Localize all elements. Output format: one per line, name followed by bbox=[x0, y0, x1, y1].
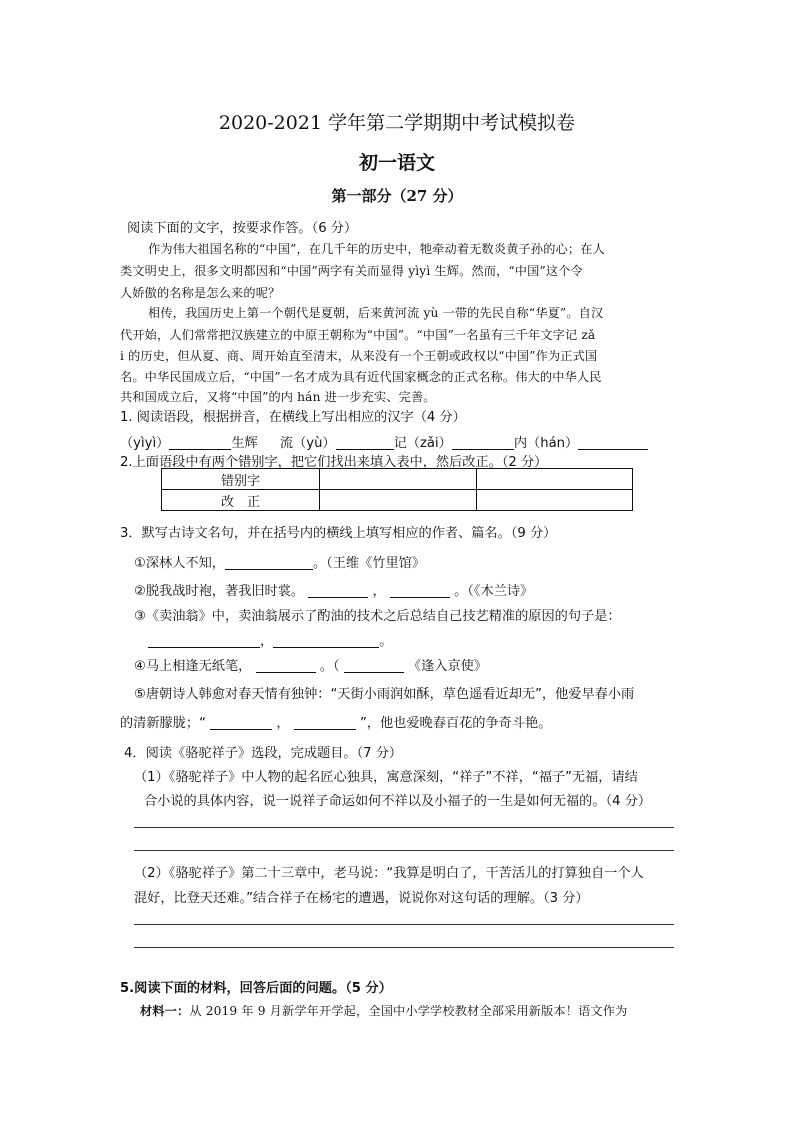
answer-blank[interactable] bbox=[390, 583, 450, 598]
pinyin-han: 内（hán） bbox=[513, 436, 579, 451]
subject-title: 初一语文 bbox=[358, 152, 435, 174]
poem-source: 。（王维《竹里馆》 bbox=[312, 556, 426, 571]
poem-item-5-cont bbox=[120, 712, 551, 731]
passage-line: 人娇傲的名称是怎么来的呢？ bbox=[120, 286, 281, 300]
question-2-stem: 2.上面语段中有两个错别字，把它们找出来填入表中，然后改正。（2 分） bbox=[120, 455, 548, 470]
error-char-table bbox=[161, 468, 633, 511]
question-3-stem: 3．默写古诗文名句，并在括号内的横线上填写相应的作者、篇名。（9 分） bbox=[120, 526, 557, 541]
answer-blank[interactable] bbox=[169, 435, 231, 450]
material-1-label: 材料一： bbox=[140, 1004, 190, 1018]
question-5-stem: 5.阅读下面的材料，回答后面的问题。（5 分） bbox=[120, 981, 392, 996]
pinyin-yiyi: （yìyì） bbox=[120, 436, 170, 451]
answer-blank[interactable] bbox=[294, 715, 356, 730]
question-1-items bbox=[120, 432, 648, 451]
passage-line: 作为伟大祖国名称的“中国”，在几千年的历史中，牠牵动着无数炎黄子孙的心；在人 bbox=[148, 242, 605, 256]
passage-line: 名。中华民国成立后，“中国”一名才成为具有近代国家概念的正式名称。伟大的中华人民 bbox=[120, 370, 602, 384]
poem-text: ③《卖油翁》中，卖油翁展示了酌油的技术之后总结自己技艺精准的原因的句子是： bbox=[134, 609, 621, 624]
poem-item-5 bbox=[134, 683, 634, 702]
poem-text: ”，他也爱晚春百花的争奇斗艳。 bbox=[359, 716, 552, 731]
poem-punct: 。（ bbox=[319, 659, 340, 674]
answer-blank[interactable] bbox=[225, 555, 313, 570]
answer-line[interactable] bbox=[134, 827, 674, 828]
poem-punct: ， bbox=[276, 716, 290, 731]
passage-line: 相传，我国历史上第一个朝代是夏朝，后来黄河流 yù 一带的先民自称“华夏”。自汉 bbox=[148, 306, 604, 320]
poem-punct: 。 bbox=[379, 634, 393, 649]
table-cell[interactable] bbox=[476, 490, 633, 511]
answer-blank[interactable] bbox=[308, 583, 368, 598]
answer-line[interactable] bbox=[134, 924, 674, 925]
table-cell[interactable] bbox=[320, 490, 477, 511]
question-4-2-line1: （2）《骆驼祥子》第二十三章中，老马说：“我算是明白了，干苦活儿的打算独自一个人 bbox=[134, 866, 644, 881]
poem-item-4 bbox=[134, 655, 487, 674]
answer-blank[interactable] bbox=[256, 658, 316, 673]
answer-blank[interactable] bbox=[210, 715, 272, 730]
poem-text: ④马上相逢无纸笔， bbox=[134, 659, 252, 674]
material-1 bbox=[140, 1002, 627, 1019]
poem-source: 《逢入京使》 bbox=[407, 659, 488, 674]
poem-text: ②脱我战时袍，著我旧时裳。 bbox=[134, 584, 305, 599]
poem-punct: ， bbox=[372, 584, 386, 599]
question-4-2-line2: 混好，比登天还难。”结合祥子在杨宅的遭遇，说说你对这句话的理解。（3 分） bbox=[134, 891, 589, 906]
pinyin-zai: 记（zǎi） bbox=[393, 436, 452, 451]
answer-blank[interactable] bbox=[578, 435, 648, 450]
table-cell[interactable] bbox=[320, 469, 477, 490]
passage-line: 代开始，人们常常把汉族建立的中原王朝称为“中国”。“中国”一名虽有三千年文字记 zǎ bbox=[120, 328, 596, 342]
answer-blank[interactable] bbox=[148, 633, 260, 648]
poem-punct: ， bbox=[260, 634, 274, 649]
answer-line[interactable] bbox=[134, 947, 674, 948]
part-heading: 第一部分（27 分） bbox=[331, 187, 463, 205]
question-4-1-line2: 合小说的具体内容，说一说祥子命运如何不祥以及小福子的一生是如何无福的。（4 分） bbox=[144, 794, 652, 809]
answer-blank[interactable] bbox=[452, 435, 514, 450]
poem-text: ①深林人不知， bbox=[134, 556, 225, 571]
poem-item-1 bbox=[134, 552, 425, 571]
poem-item-3-blanks bbox=[148, 630, 392, 649]
poem-text: ⑤唐朝诗人韩愈对春天情有独钟：“天街小雨润如酥，草色遥看近却无”，他爱早春小雨 bbox=[134, 687, 635, 702]
exam-title: 2020-2021 学年第二学期期中考试模拟卷 bbox=[218, 112, 576, 134]
question-4-stem: 4．阅读《骆驼祥子》选段，完成题目。（7 分） bbox=[124, 746, 403, 761]
material-1-text: 从 2019 年 9 月新学年开学起，全国中小学学校教材全部采用新版本！语文作为 bbox=[189, 1004, 628, 1018]
poem-source: 。（《木兰诗》 bbox=[454, 584, 534, 599]
answer-blank[interactable] bbox=[273, 633, 379, 648]
poem-item-2 bbox=[134, 580, 533, 599]
table-cell[interactable] bbox=[476, 469, 633, 490]
pinyin-yu: 流（yù） bbox=[279, 436, 336, 451]
answer-blank[interactable] bbox=[344, 658, 404, 673]
question-4-1-line1: （1）《骆驼祥子》中人物的起名匠心独具，寓意深刻，“祥子”不祥，“福子”无福，请结 bbox=[134, 770, 638, 785]
table-header-correct: 改 正 bbox=[162, 490, 320, 511]
poem-item-3 bbox=[134, 605, 621, 624]
question-1-stem: 1. 阅读语段，根据拼音，在横线上写出相应的汉字（4 分） bbox=[120, 410, 466, 425]
table-header-wrong: 错别字 bbox=[162, 469, 320, 490]
poem-text: 的清新朦胧；“ bbox=[120, 716, 206, 731]
answer-blank[interactable] bbox=[336, 435, 394, 450]
word-label: 生辉 bbox=[231, 436, 258, 451]
passage-line: 类文明史上，很多文明都因和“中国”两字有关而显得 yìyì 生辉。然而，“中国”这个令 bbox=[120, 264, 583, 278]
passage-line: 共和国成立后，又将“中国”的内 hán 进一步充实、完善。 bbox=[120, 390, 436, 404]
passage-line: i 的历史，但从夏、商、周开始直至清末，从来没有一个王朝或政权以“中国”作为正式国 bbox=[120, 349, 598, 363]
passage-instruction: 阅读下面的文字，按要求作答。（6 分） bbox=[127, 221, 358, 236]
answer-line[interactable] bbox=[134, 850, 674, 851]
